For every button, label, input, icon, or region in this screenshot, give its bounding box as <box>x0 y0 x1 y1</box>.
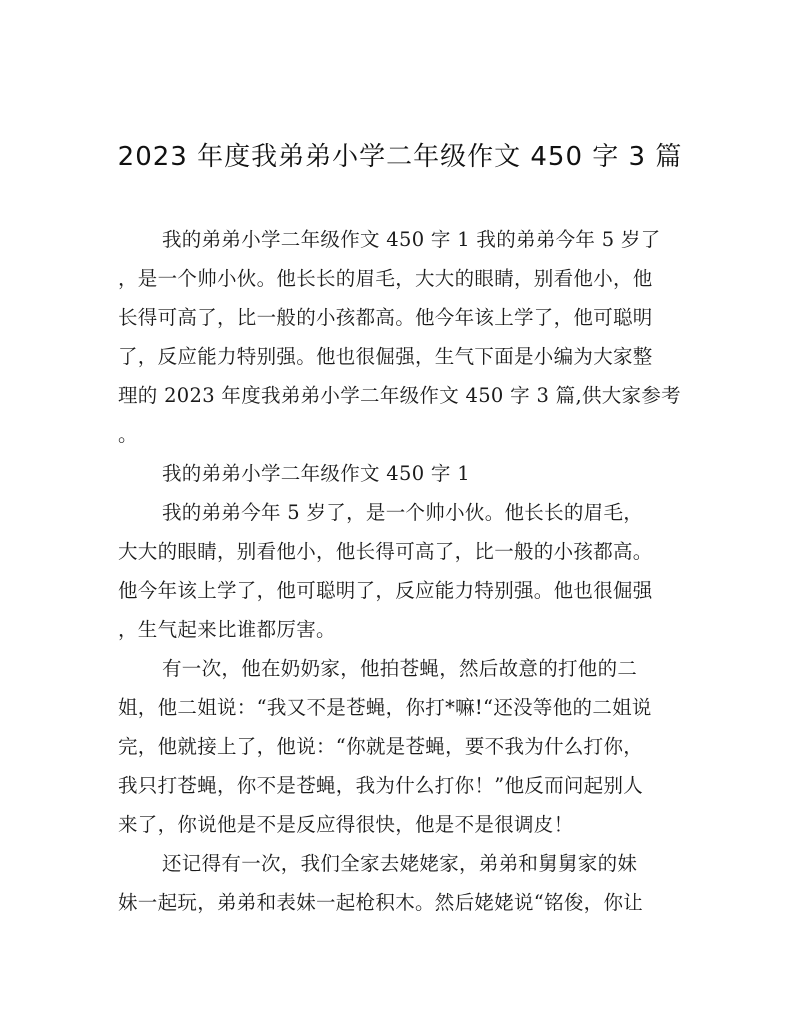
text-line: 理的 2023 年度我弟弟小学二年级作文 450 字 3 篇,供大家参考 <box>118 384 681 407</box>
text-line: 我的弟弟小学二年级作文 450 字 1 <box>162 462 470 485</box>
text-line: 妹一起玩，弟弟和表妹一起枪积木。然后姥姥说“铭俊，你让 <box>118 891 644 914</box>
text-line: 他今年该上学了，他可聪明了，反应能力特别强。他也很倔强 <box>118 579 653 602</box>
text-line: 了，反应能力特别强。他也很倔强，生气下面是小编为大家整 <box>118 345 653 368</box>
document-title: 2023 年度我弟弟小学二年级作文 450 字 3 篇 <box>117 142 683 172</box>
text-line: 我只打苍蝇，你不是苍蝇，我为什么打你！”他反而问起别人 <box>118 774 644 797</box>
text-line: 完，他就接上了，他说：“你就是苍蝇，要不我为什么打你， <box>118 735 644 758</box>
text-line: ，生气起来比谁都厉害。 <box>118 618 336 641</box>
text-line: 。 <box>118 423 138 446</box>
text-line: 姐，他二姐说：“我又不是苍蝇，你打*嘛!“还没等他的二姐说 <box>118 696 652 719</box>
document-body <box>118 220 688 922</box>
text-line: 长得可高了，比一般的小孩都高。他今年该上学了，他可聪明 <box>118 306 653 329</box>
text-line: ，是一个帅小伙。他长长的眉毛，大大的眼睛，别看他小，他 <box>118 267 653 290</box>
text-line: 大大的眼睛，别看他小，他长得可高了，比一般的小孩都高。 <box>118 540 653 563</box>
text-line: 还记得有一次，我们全家去姥姥家，弟弟和舅舅家的妹 <box>162 852 638 875</box>
text-line: 有一次，他在奶奶家，他拍苍蝇，然后故意的打他的二 <box>162 657 638 680</box>
text-line: 我的弟弟今年 5 岁了，是一个帅小伙。他长长的眉毛， <box>162 501 644 524</box>
text-line: 来了，你说他是不是反应得很快，他是不是很调皮！ <box>118 813 574 836</box>
text-line: 我的弟弟小学二年级作文 450 字 1 我的弟弟今年 5 岁了 <box>162 228 661 251</box>
